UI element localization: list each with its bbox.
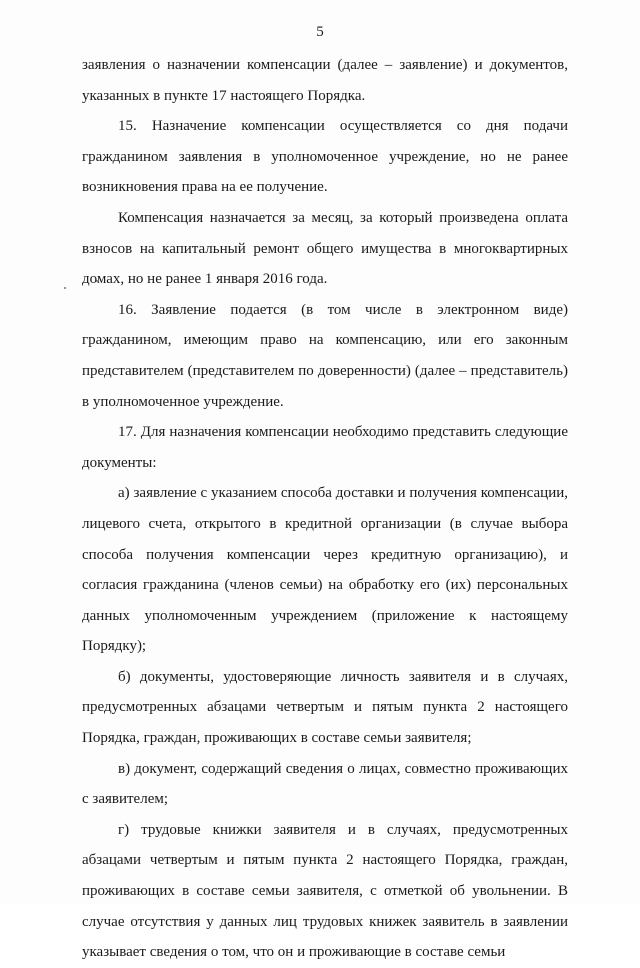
scan-speck	[64, 287, 66, 289]
paragraph-item-15: 15. Назначение компенсации осуществляется со дня подачи гражданином заявления в уполномоченное учреждение, но не ранее возникновения права на ее получение.	[82, 118, 568, 196]
paragraph-subitem-v: в) документ, содержащий сведения о лицах, совместно проживающих с заявителем;	[82, 760, 568, 808]
document-body	[82, 50, 568, 968]
paragraph-continuation: заявления о назначении компенсации (далее – заявление) и документов, указанных в пункте 17 настоящего Порядка.	[82, 57, 568, 104]
paragraph-subitem-b: б) документы, удостоверяющие личность заявителя и в случаях, предусмотренных абзацами четвертым и пятым пункта 2 настоящего Порядка, граждан, проживающих в составе семьи заявителя;	[82, 668, 568, 747]
paragraph-item-17: 17. Для назначения компенсации необходимо представить следующие документы:	[82, 424, 568, 471]
paragraph-subitem-g: г) трудовые книжки заявителя и в случаях, предусмотренных абзацами четвертым и пятым пункта 2 настоящего Порядка, граждан, проживающих в составе семьи заявителя, с отметкой об увольнении. В случае отсутствия у данных лиц трудовых книжек заявитель в заявлении указывает сведения о том, что он и проживающие в составе семьи	[82, 821, 568, 961]
paragraph-item-16: 16. Заявление подается (в том числе в электронном виде) гражданином, имеющим право на компенсацию, или его законным представителем (представителем по доверенности) (далее – представитель) в уполномоченное учреждение.	[82, 301, 568, 410]
page-number: 5	[316, 24, 324, 40]
paragraph-subitem-a: а) заявление с указанием способа доставки и получения компенсации, лицевого счета, открытого в кредитной организации (в случае выбора способа получения компенсации через кредитную организацию), и согласия гражданина (членов семьи) на обработку его (их) персональных данных уполномоченным учреждением (приложение к настоящему Порядку);	[82, 485, 568, 655]
paragraph-compensation-period: Компенсация назначается за месяц, за который произведена оплата взносов на капитальный ремонт общего имущества в многоквартирных домах, но не ранее 1 января 2016 года.	[82, 209, 568, 288]
